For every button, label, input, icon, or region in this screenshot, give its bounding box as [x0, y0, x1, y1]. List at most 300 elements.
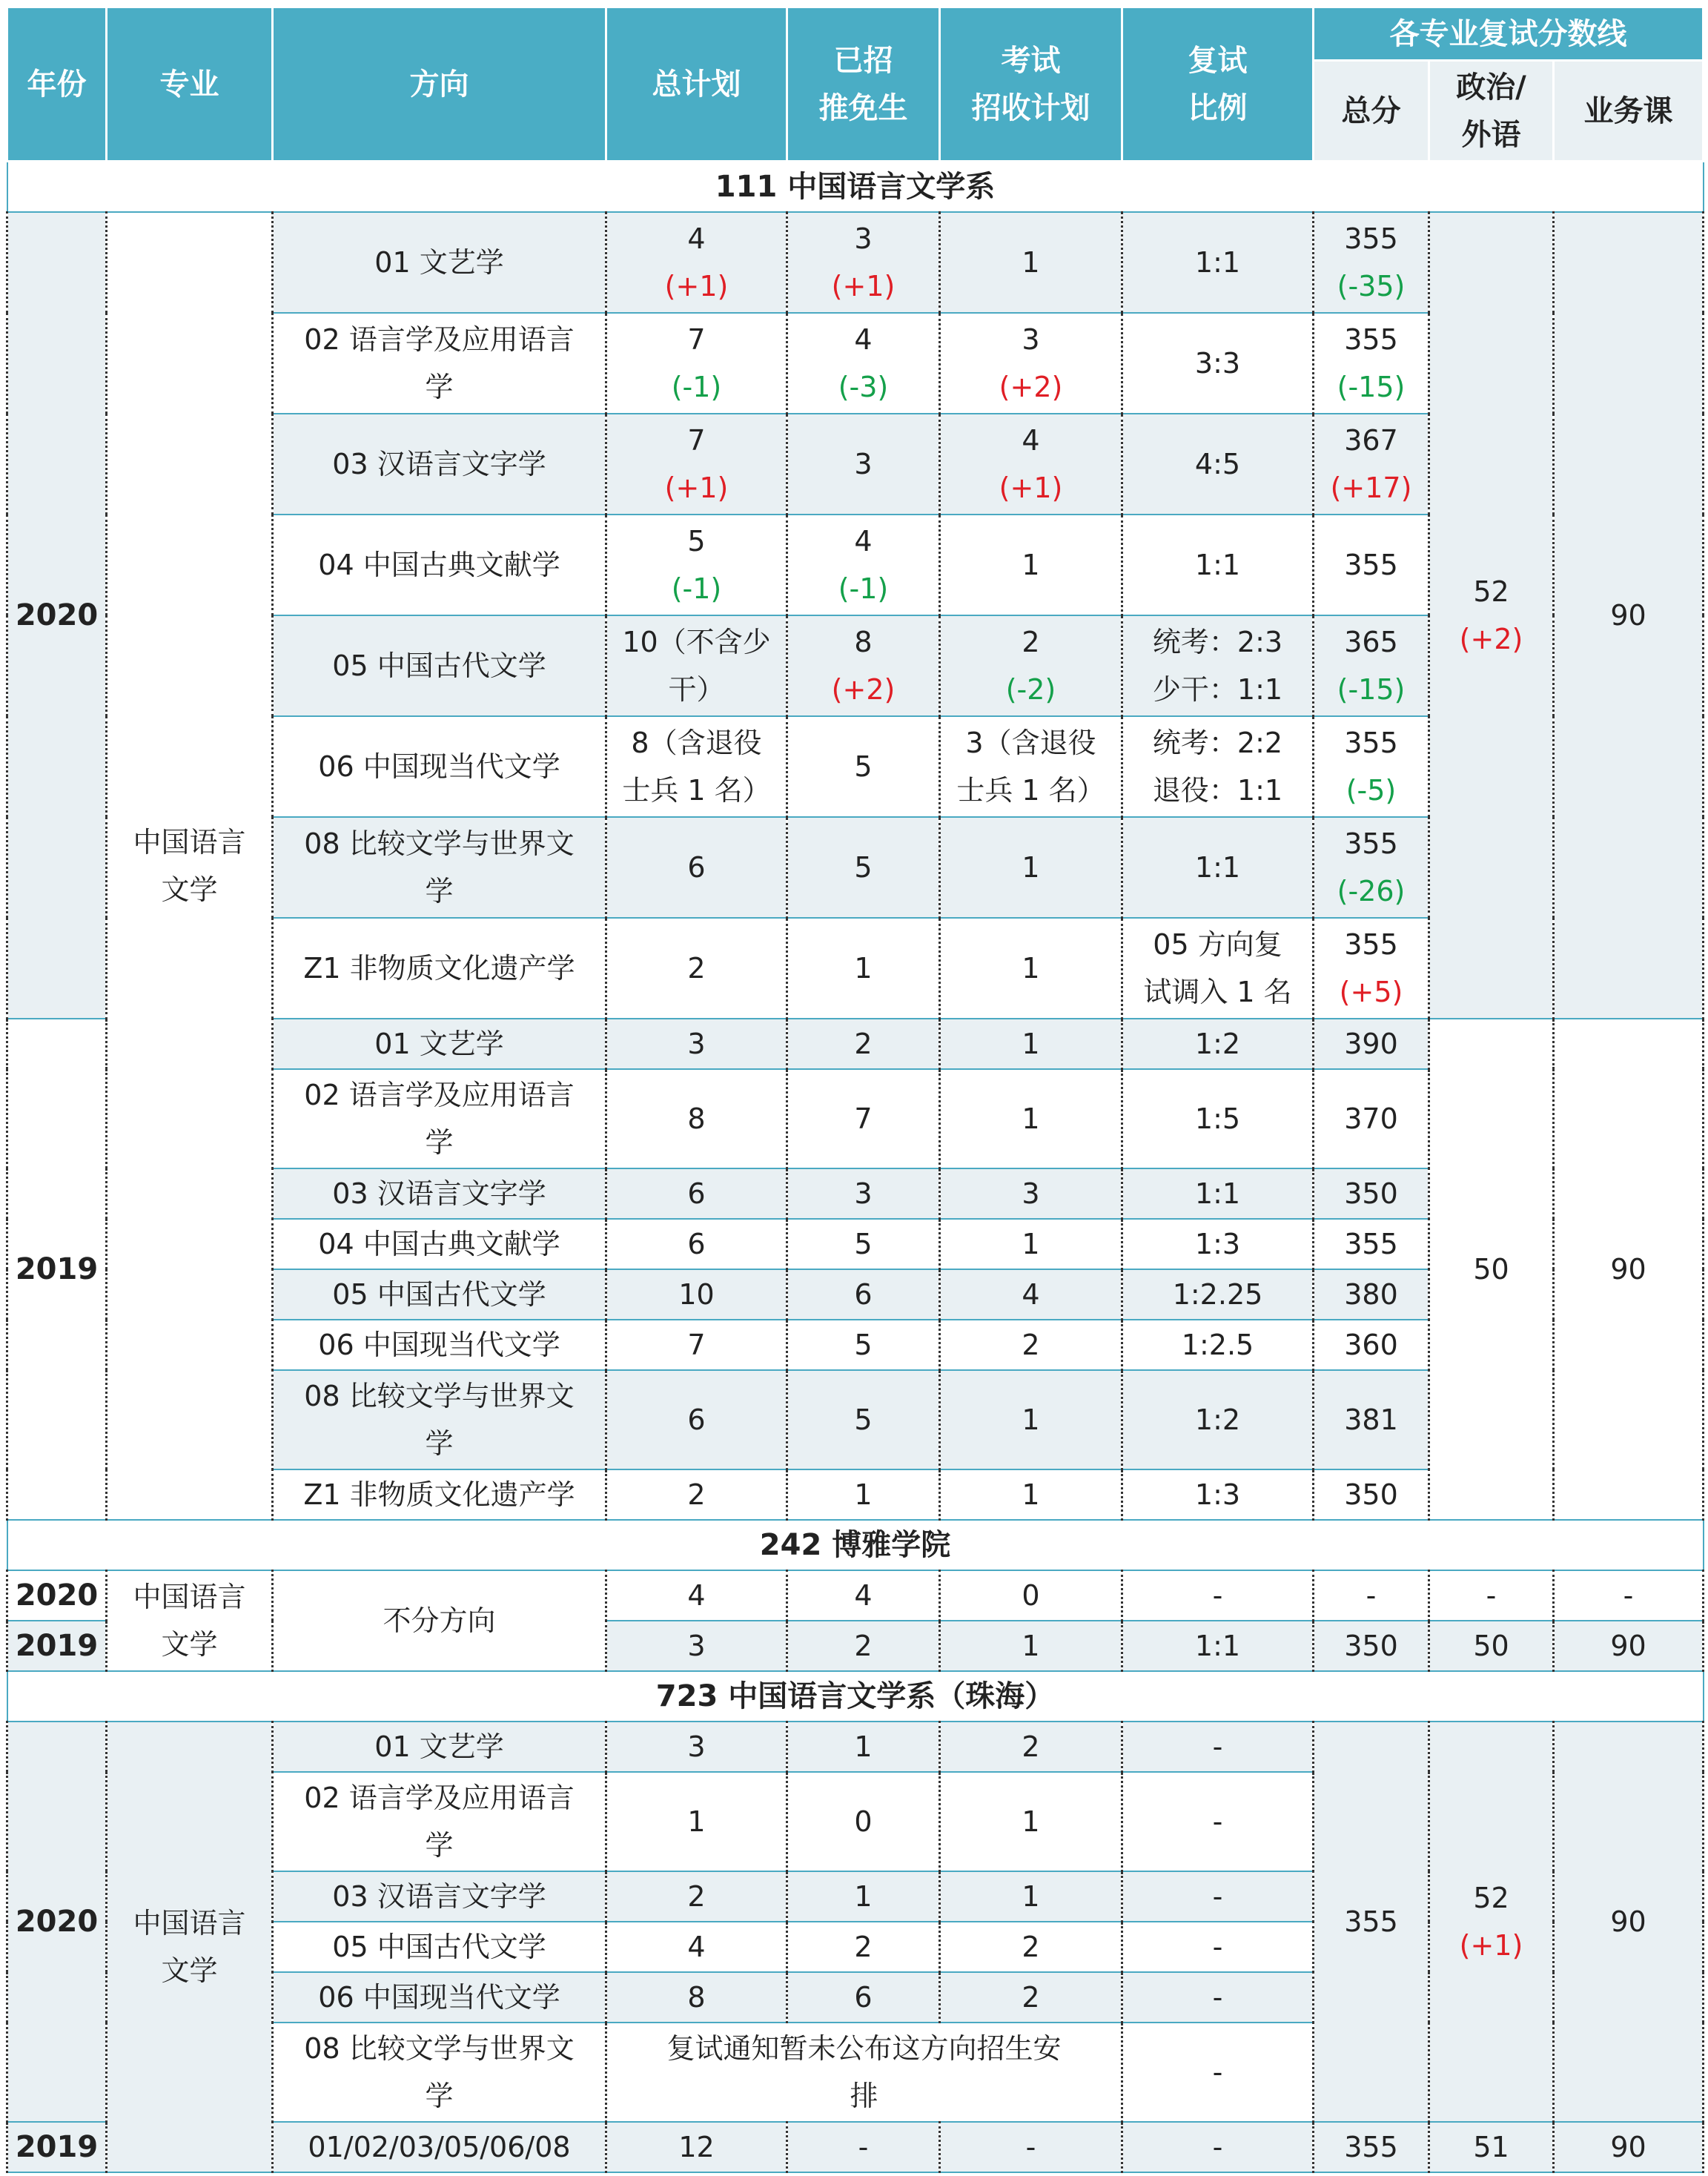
exam-value: 4	[1022, 1277, 1040, 1311]
exam-value: 1	[1022, 1403, 1040, 1436]
header-retest-ratio: 复试 比例	[1122, 7, 1314, 162]
retest-ratio-cell	[1122, 515, 1314, 615]
total-plan-cell	[606, 1219, 787, 1269]
direction-text: 不分方向	[383, 1604, 496, 1637]
direction-cell	[273, 212, 606, 313]
rec-delta: (-3)	[838, 370, 889, 403]
header-score-lines: 各专业复试分数线	[1314, 7, 1704, 61]
exam-plan-cell	[940, 1922, 1122, 1972]
direction-text: 05 中国古代文学	[332, 1930, 546, 1963]
year-cell	[7, 1722, 107, 2122]
retest-ratio-cell	[1122, 1922, 1314, 1972]
note-cell	[606, 2023, 1122, 2122]
total-value: 4	[687, 1578, 706, 1612]
exam-plan-cell	[940, 1772, 1122, 1871]
total-value: 1	[687, 1805, 706, 1838]
rec-value: 7	[854, 1102, 873, 1135]
exam-plan-cell	[940, 615, 1122, 716]
ratio-value: 统考：2:2	[1152, 726, 1283, 759]
ratio-value: 1:3	[1194, 1478, 1241, 1511]
header-direction: 方向	[273, 7, 606, 162]
ratio-value: 1:1	[1194, 850, 1241, 884]
direction-cell	[273, 1972, 606, 2023]
exam-plan-cell	[940, 515, 1122, 615]
politics-value: -	[1486, 1578, 1497, 1612]
total-score-cell	[1314, 1370, 1429, 1469]
score-value: 355	[1344, 548, 1398, 581]
direction-cell	[273, 1570, 606, 1671]
year-cell	[7, 212, 107, 1019]
rec-value: 0	[854, 1805, 873, 1838]
rec-value: 2	[854, 1027, 873, 1060]
exam-plan-cell	[940, 1019, 1122, 1069]
direction-cell	[273, 1219, 606, 1269]
direction-text: 01/02/03/05/06/08	[308, 2130, 571, 2163]
rec-value: -	[858, 2130, 869, 2163]
retest-ratio-cell	[1122, 817, 1314, 918]
politics-value: 51	[1473, 2130, 1509, 2163]
rec-value: 2	[854, 1930, 873, 1963]
total-plan-cell	[606, 1269, 787, 1320]
retest-ratio-cell	[1122, 1972, 1314, 2023]
ratio-value: -	[1212, 1805, 1223, 1838]
exam-plan-cell	[940, 1871, 1122, 1922]
rec-delta: (+2)	[831, 672, 896, 706]
ratio-value: 1:1	[1194, 1629, 1241, 1662]
ratio-value: 试调入 1 名	[1143, 975, 1292, 1008]
professional-value: 90	[1610, 598, 1646, 632]
exam-value: 1	[1022, 1805, 1040, 1838]
total-score-cell	[1314, 716, 1429, 817]
exam-value: 1	[1022, 1629, 1040, 1662]
exam-plan-cell	[940, 1570, 1122, 1621]
ratio-value: -	[1212, 1879, 1223, 1913]
direction-text: 03 汉语言文字学	[332, 1177, 546, 1210]
rec-value: 3	[854, 1177, 873, 1210]
score-value: 355	[1344, 827, 1398, 860]
retest-ratio-cell	[1122, 1168, 1314, 1219]
direction-text: 06 中国现当代文学	[318, 1328, 560, 1361]
recommended-cell	[787, 1922, 940, 1972]
score-value: 390	[1344, 1027, 1398, 1060]
year-cell	[7, 1621, 107, 1671]
score-value: 350	[1344, 1629, 1398, 1662]
total-value: 2	[687, 1879, 706, 1913]
politics-value: 50	[1473, 1629, 1509, 1662]
retest-ratio-cell	[1122, 918, 1314, 1019]
total-score-cell	[1314, 1570, 1429, 1621]
total-score-cell	[1314, 515, 1429, 615]
exam-plan-cell	[940, 716, 1122, 817]
exam-plan-cell	[940, 1320, 1122, 1370]
rec-value: 5	[854, 750, 873, 783]
professional-cell	[1554, 1621, 1704, 1671]
total-plan-cell	[606, 212, 787, 313]
direction-text: 学	[425, 874, 454, 907]
total-score-cell	[1314, 918, 1429, 1019]
direction-cell	[273, 2122, 606, 2172]
recommended-cell	[787, 2122, 940, 2172]
exam-plan-cell	[940, 1621, 1122, 1671]
exam-plan-cell	[940, 1972, 1122, 2023]
total-plan-cell	[606, 817, 787, 918]
note-text: 复试通知暂未公布这方向招生安	[666, 2031, 1062, 2065]
direction-text: 08 比较文学与世界文	[304, 2031, 575, 2065]
direction-text: 02 语言学及应用语言	[304, 323, 575, 356]
total-score-cell	[1314, 1621, 1429, 1671]
exam-value: 1	[1022, 1227, 1040, 1260]
exam-value: -	[1025, 2130, 1036, 2163]
direction-text: 学	[425, 370, 454, 403]
retest-ratio-cell	[1122, 716, 1314, 817]
score-value: 355	[1344, 222, 1398, 255]
recommended-cell	[787, 414, 940, 515]
recommended-cell	[787, 615, 940, 716]
recommended-cell	[787, 1370, 940, 1469]
direction-text: 学	[425, 1426, 454, 1460]
rec-delta: (-1)	[838, 572, 889, 605]
direction-cell	[273, 918, 606, 1019]
total-value: 6	[687, 1177, 706, 1210]
total-plan-cell	[606, 1370, 787, 1469]
total-score-cell	[1314, 1069, 1429, 1168]
total-plan-cell	[606, 1621, 787, 1671]
total-plan-cell	[606, 2122, 787, 2172]
score-value: 355	[1344, 323, 1398, 356]
direction-cell	[273, 1722, 606, 1772]
direction-text: 08 比较文学与世界文	[304, 1379, 575, 1412]
exam-delta: (+1)	[999, 471, 1063, 504]
total-score-cell	[1314, 313, 1429, 414]
retest-ratio-cell	[1122, 1370, 1314, 1469]
exam-value: 1	[1022, 951, 1040, 985]
total-value: 3	[687, 1027, 706, 1060]
direction-text: 04 中国古典文献学	[318, 548, 560, 581]
rec-value: 3	[854, 222, 873, 255]
score-value: 355	[1344, 1905, 1398, 1938]
retest-ratio-cell	[1122, 1621, 1314, 1671]
year-text: 2020	[15, 598, 99, 632]
exam-delta: (+2)	[999, 370, 1063, 403]
header-total-plan: 总计划	[606, 7, 787, 162]
total-plan-cell	[606, 1570, 787, 1621]
recommended-cell	[787, 212, 940, 313]
direction-cell	[273, 1370, 606, 1469]
recommended-cell	[787, 1772, 940, 1871]
exam-value: 1	[1022, 850, 1040, 884]
total-value: 4	[687, 1930, 706, 1963]
header-politics-foreign: 政治/ 外语	[1429, 61, 1554, 162]
rec-value: 1	[854, 1478, 873, 1511]
recommended-cell	[787, 1972, 940, 2023]
direction-cell	[273, 414, 606, 515]
total-value: 6	[687, 850, 706, 884]
total-plan-cell	[606, 414, 787, 515]
professional-value: 90	[1610, 1252, 1646, 1286]
admission-table	[6, 6, 1704, 2173]
total-plan-cell	[606, 515, 787, 615]
politics-foreign-cell	[1429, 1621, 1554, 1671]
score-delta: (+5)	[1339, 975, 1403, 1008]
recommended-cell	[787, 1621, 940, 1671]
retest-ratio-cell	[1122, 1219, 1314, 1269]
score-value: 355	[1344, 2130, 1398, 2163]
recommended-cell	[787, 1570, 940, 1621]
professional-value: 90	[1610, 2130, 1646, 2163]
year-cell	[7, 1019, 107, 1520]
direction-text: 06 中国现当代文学	[318, 750, 560, 783]
politics-value: 52	[1473, 575, 1509, 608]
total-score-cell	[1314, 615, 1429, 716]
exam-plan-cell	[940, 1269, 1122, 1320]
rec-value: 4	[854, 524, 873, 558]
total-plan-cell	[606, 716, 787, 817]
header-recommended: 已招 推免生	[787, 7, 940, 162]
rec-value: 5	[854, 1328, 873, 1361]
rec-delta: (+1)	[831, 269, 896, 302]
professional-value: 90	[1610, 1629, 1646, 1662]
total-plan-cell	[606, 1922, 787, 1972]
total-delta: 干）	[668, 672, 725, 706]
direction-text: 02 语言学及应用语言	[304, 1781, 575, 1814]
total-plan-cell	[606, 1069, 787, 1168]
professional-cell	[1554, 1722, 1704, 2122]
professional-cell	[1554, 1019, 1704, 1520]
total-value: 6	[687, 1403, 706, 1436]
ratio-value: 统考：2:3	[1152, 625, 1283, 658]
total-score-cell	[1314, 1722, 1429, 2122]
exam-plan-cell	[940, 2122, 1122, 2172]
politics-foreign-cell	[1429, 1019, 1554, 1520]
recommended-cell	[787, 515, 940, 615]
score-value: -	[1366, 1578, 1377, 1612]
total-plan-cell	[606, 1320, 787, 1370]
direction-text: 06 中国现当代文学	[318, 1980, 560, 2014]
score-value: 355	[1344, 726, 1398, 759]
ratio-value: 1:2	[1194, 1403, 1241, 1436]
recommended-cell	[787, 1871, 940, 1922]
direction-cell	[273, 1922, 606, 1972]
total-value: 6	[687, 1227, 706, 1260]
ratio-value: 05 方向复	[1153, 927, 1282, 961]
total-delta: 士兵 1 名）	[622, 773, 771, 807]
section-title-text: 111 中国语言文学系	[715, 169, 996, 204]
total-score-cell	[1314, 414, 1429, 515]
year-cell	[7, 2122, 107, 2172]
score-delta: (-15)	[1337, 672, 1406, 706]
total-value: 3	[687, 1629, 706, 1662]
rec-value: 1	[854, 951, 873, 985]
recommended-cell	[787, 313, 940, 414]
exam-value: 2	[1022, 1930, 1040, 1963]
score-value: 380	[1344, 1277, 1398, 1311]
retest-ratio-cell	[1122, 615, 1314, 716]
score-delta: (-35)	[1337, 269, 1406, 302]
total-plan-cell	[606, 1722, 787, 1772]
total-value: 10（不含少	[622, 625, 771, 658]
direction-cell	[273, 716, 606, 817]
score-delta: (-15)	[1337, 370, 1406, 403]
ratio-value: -	[1212, 2055, 1223, 2089]
total-plan-cell	[606, 1772, 787, 1871]
total-score-cell	[1314, 1320, 1429, 1370]
rec-value: 5	[854, 850, 873, 884]
total-plan-cell	[606, 615, 787, 716]
direction-text: Z1 非物质文化遗产学	[303, 951, 575, 985]
total-score-cell	[1314, 817, 1429, 918]
direction-cell	[273, 313, 606, 414]
exam-value: 3	[1022, 323, 1040, 356]
direction-cell	[273, 1871, 606, 1922]
ratio-value: 1:1	[1194, 1177, 1241, 1210]
total-score-cell	[1314, 1219, 1429, 1269]
retest-ratio-cell	[1122, 1469, 1314, 1520]
recommended-cell	[787, 918, 940, 1019]
section-title	[7, 1671, 1704, 1722]
ratio-value: -	[1212, 1578, 1223, 1612]
total-plan-cell	[606, 1972, 787, 2023]
rec-value: 3	[854, 447, 873, 480]
section-title	[7, 162, 1704, 212]
score-value: 370	[1344, 1102, 1398, 1135]
note-text: 排	[850, 2079, 878, 2112]
year-text: 2020	[15, 1904, 99, 1939]
ratio-value: 1:2	[1194, 1027, 1241, 1060]
year-text: 2019	[15, 1628, 99, 1663]
direction-cell	[273, 1320, 606, 1370]
total-value: 7	[687, 1328, 706, 1361]
ratio-value: 3:3	[1194, 346, 1241, 380]
retest-ratio-cell	[1122, 1722, 1314, 1772]
retest-ratio-cell	[1122, 1269, 1314, 1320]
politics-value: 50	[1473, 1252, 1509, 1286]
recommended-cell	[787, 1320, 940, 1370]
total-value: 7	[687, 323, 706, 356]
total-value: 2	[687, 951, 706, 985]
ratio-value: 1:1	[1194, 548, 1241, 581]
rec-value: 4	[854, 1578, 873, 1612]
direction-cell	[273, 817, 606, 918]
ratio-value: -	[1212, 1980, 1223, 2014]
rec-value: 1	[854, 1879, 873, 1913]
total-score-cell	[1314, 1269, 1429, 1320]
total-delta: (-1)	[671, 572, 722, 605]
total-value: 8	[687, 1102, 706, 1135]
retest-ratio-cell	[1122, 212, 1314, 313]
total-value: 5	[687, 524, 706, 558]
exam-value: 0	[1022, 1578, 1040, 1612]
total-plan-cell	[606, 1019, 787, 1069]
professional-cell	[1554, 1570, 1704, 1621]
year-text: 2019	[15, 1251, 99, 1286]
total-delta: (+1)	[664, 269, 729, 302]
total-value: 8（含退役	[631, 726, 762, 759]
total-plan-cell	[606, 313, 787, 414]
exam-plan-cell	[940, 313, 1122, 414]
score-value: 367	[1344, 423, 1398, 457]
score-value: 365	[1344, 625, 1398, 658]
header-total-score: 总分	[1314, 61, 1429, 162]
section-title-text: 242 博雅学院	[759, 1527, 951, 1562]
total-value: 8	[687, 1980, 706, 2014]
politics-delta: (+2)	[1459, 622, 1523, 655]
score-value: 381	[1344, 1403, 1398, 1436]
score-delta: (+17)	[1330, 471, 1412, 504]
exam-plan-cell	[940, 1219, 1122, 1269]
exam-value: 2	[1022, 625, 1040, 658]
total-plan-cell	[606, 1871, 787, 1922]
professional-value: -	[1623, 1578, 1634, 1612]
major-cell	[107, 212, 273, 1520]
recommended-cell	[787, 1019, 940, 1069]
politics-value: 52	[1473, 1881, 1509, 1914]
rec-value: 5	[854, 1403, 873, 1436]
ratio-value: -	[1212, 1730, 1223, 1763]
header-exam-plan: 考试 招收计划	[940, 7, 1122, 162]
exam-plan-cell	[940, 1168, 1122, 1219]
total-value: 7	[687, 423, 706, 457]
rec-value: 1	[854, 1730, 873, 1763]
exam-value: 1	[1022, 245, 1040, 279]
total-value: 4	[687, 222, 706, 255]
score-delta: (-26)	[1337, 874, 1406, 907]
retest-ratio-cell	[1122, 1320, 1314, 1370]
retest-ratio-cell	[1122, 1772, 1314, 1871]
recommended-cell	[787, 817, 940, 918]
ratio-value: 1:5	[1194, 1102, 1241, 1135]
score-value: 350	[1344, 1478, 1398, 1511]
score-value: 350	[1344, 1177, 1398, 1210]
politics-delta: (+1)	[1459, 1928, 1523, 1962]
professional-value: 90	[1610, 1905, 1646, 1938]
ratio-value: 少干：1:1	[1152, 672, 1283, 706]
rec-value: 2	[854, 1629, 873, 1662]
direction-text: 学	[425, 2079, 454, 2112]
total-delta: (+1)	[664, 471, 729, 504]
exam-value: 士兵 1 名）	[956, 773, 1105, 807]
direction-cell	[273, 1069, 606, 1168]
exam-plan-cell	[940, 212, 1122, 313]
header-professional: 业务课	[1554, 61, 1704, 162]
retest-ratio-cell	[1122, 1871, 1314, 1922]
score-value: 355	[1344, 927, 1398, 961]
total-score-cell	[1314, 1469, 1429, 1520]
exam-plan-cell	[940, 1722, 1122, 1772]
exam-value: 1	[1022, 1027, 1040, 1060]
total-score-cell	[1314, 1168, 1429, 1219]
recommended-cell	[787, 1168, 940, 1219]
recommended-cell	[787, 1722, 940, 1772]
year-text: 2020	[15, 1578, 99, 1613]
retest-ratio-cell	[1122, 1019, 1314, 1069]
score-value: 355	[1344, 1227, 1398, 1260]
recommended-cell	[787, 1219, 940, 1269]
retest-ratio-cell	[1122, 1069, 1314, 1168]
total-plan-cell	[606, 1469, 787, 1520]
direction-cell	[273, 515, 606, 615]
exam-delta: (-2)	[1005, 672, 1056, 706]
exam-plan-cell	[940, 918, 1122, 1019]
header-year: 年份	[7, 7, 107, 162]
total-score-cell	[1314, 1019, 1429, 1069]
score-delta: (-5)	[1345, 773, 1397, 807]
ratio-value: 1:2.5	[1181, 1328, 1254, 1361]
major-text: 文学	[161, 1627, 218, 1661]
exam-plan-cell	[940, 414, 1122, 515]
recommended-cell	[787, 1469, 940, 1520]
exam-value: 1	[1022, 548, 1040, 581]
rec-value: 6	[854, 1980, 873, 2014]
